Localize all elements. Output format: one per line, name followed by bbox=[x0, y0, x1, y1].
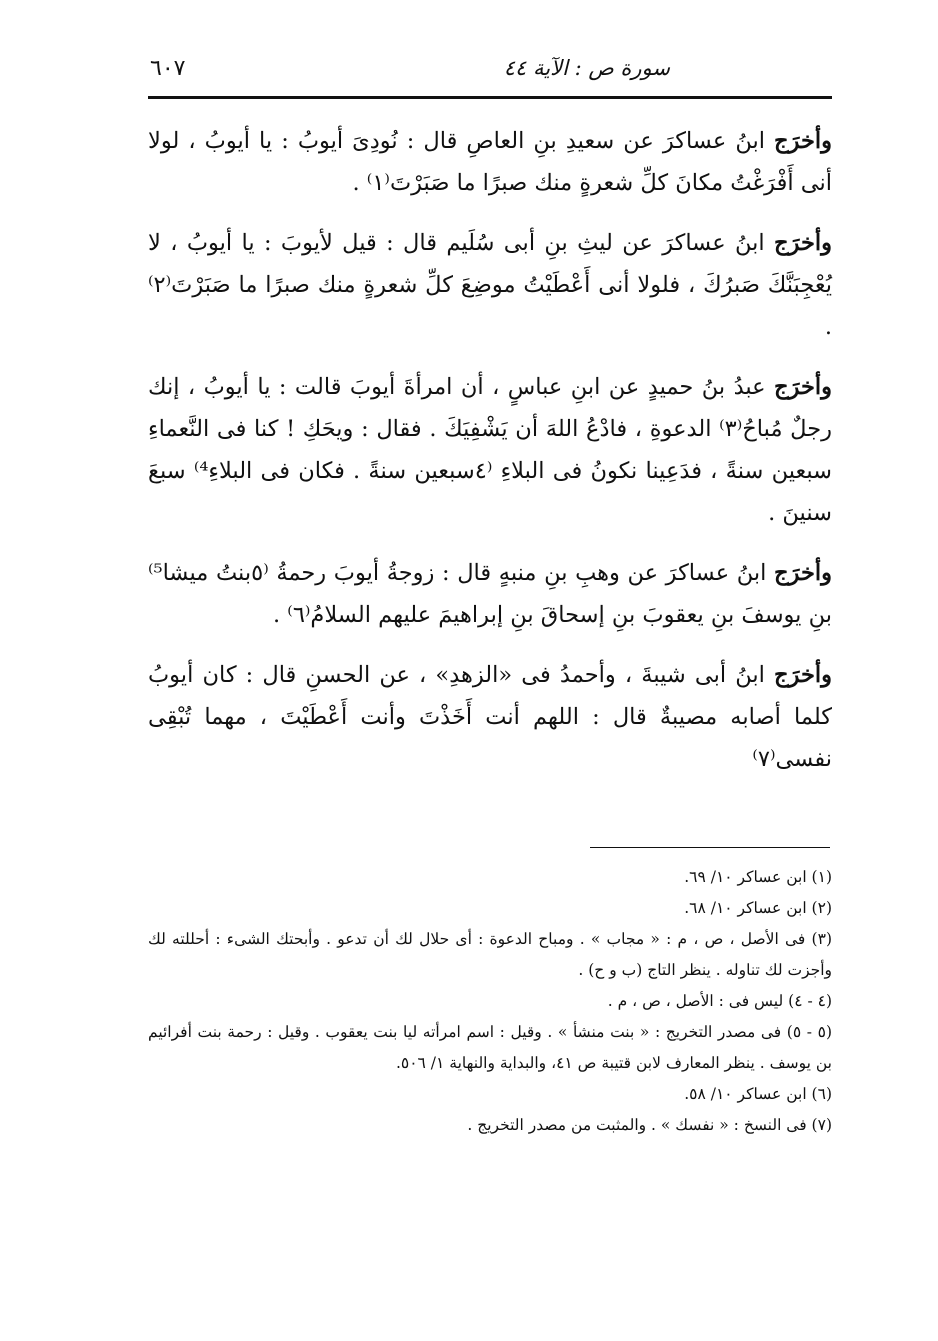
paragraph-text: ابنُ عساكرَ عن سعيدِ بنِ العاصِ قال : نُودِىَ أيوبُ : يا أيوبُ ، لولا أنى أَفْرَغْتُ مكانَ كلِّ شعرةٍ منك صبرًا ما صَبَرْتَ⁽١⁾ . bbox=[148, 128, 832, 196]
footnote: (٢) ابن عساكر ١٠/ ٦٨. bbox=[684, 899, 832, 917]
paragraph-text: ابنُ عساكرَ عن وهبِ بنِ منبهٍ قال : زوجةُ أيوبَ رحمةُ ⁽٥بنتُ ميشا⁵⁾ بنِ يوسفَ بنِ يعقوبَ بنِ إسحاقَ بنِ إبراهيمَ عليهم السلامُ⁽٦⁾ . bbox=[148, 560, 832, 628]
paragraph-lead: وأخرَج bbox=[774, 128, 832, 154]
paragraph-lead: وأخرَج bbox=[774, 560, 832, 586]
paragraph-lead: وأخرَج bbox=[774, 230, 832, 256]
paragraph bbox=[148, 552, 832, 636]
paragraph-lead: وأخرَج bbox=[774, 662, 832, 688]
header-title: سورة ص : الآية ٤٤ bbox=[503, 56, 670, 80]
footnote: (٦) ابن عساكر ١٠/ ٥٨. bbox=[684, 1085, 832, 1103]
paragraph bbox=[148, 366, 832, 534]
footnote: (٥ - ٥) فى مصدر التخريج : « بنت منشأ » . وقيل : اسم امرأته ليا بنت يعقوب . وقيل : رحمة بنت أفرائيم بن يوسف . ينظر المعارف لابن قتيبة ص ٤١، والبداية والنهاية ١/ ٥٠٦. bbox=[148, 1023, 832, 1072]
footnote: (٤ - ٤) ليس فى : الأصل ، ص ، م . bbox=[607, 992, 832, 1010]
footnote: (١) ابن عساكر ١٠/ ٦٩. bbox=[684, 868, 832, 886]
footnote-separator bbox=[590, 847, 830, 848]
main-text bbox=[148, 120, 832, 798]
header-rule bbox=[148, 96, 832, 99]
page-number: ٦٠٧ bbox=[150, 56, 186, 81]
footnote: (٧) فى النسخ : « نفسك » . والمثبت من مصدر التخريج . bbox=[467, 1116, 832, 1134]
paragraph bbox=[148, 120, 832, 204]
paragraph bbox=[148, 654, 832, 780]
paragraph-lead: وأخرَج bbox=[774, 374, 832, 400]
paragraph-text: ابنُ عساكرَ عن ليثِ بنِ أبى سُلَيم قال : قيل لأيوبَ : يا أيوبُ ، لا يُعْجِبَنَّكَ صَبرُكَ ، فلولا أنى أَعْطَيْتُ موضِعَ كلِّ شعرةٍ منك صبرًا ما صَبَرْتَ⁽٢⁾ . bbox=[148, 230, 832, 340]
running-header bbox=[150, 50, 830, 90]
paragraph bbox=[148, 222, 832, 348]
paragraph-text: ابنُ أبى شيبةَ ، وأحمدُ فى «الزهدِ» ، عن الحسنِ قال : كان أيوبُ كلما أصابه مصيبةٌ قال : اللهم أنت أَخَذْتَ وأنت أَعْطَيْتَ ، مهما تُبْقِى نفسى⁽٧⁾ bbox=[148, 662, 832, 772]
footnote: (٣) فى الأصل ، ص ، م : « مجاب » . ومباح الدعوة : أى حلال لك أن تدعو . وأبحتك الشىء : أحللته لك وأجزت لك تناوله . ينظر التاج (ب و ح) . bbox=[148, 930, 832, 979]
footnotes bbox=[148, 862, 832, 1141]
paragraph-text: عبدُ بنُ حميدٍ عن ابنِ عباسٍ ، أن امرأةَ أيوبَ قالت : يا أيوبُ ، إنك رجلٌ مُباحُ⁽٣⁾ الدعوةِ ، فادْعُ اللهَ أن يَشْفِيَكَ . فقال : ويحَكِ ! كنا فى النَّعماءِ سبعين سنةً ، فدَعِينا نكونُ فى البلاءِ ⁽٤سبعين سنةً . فكان فى البلاءِ⁴⁾ سبعَ سنينَ . bbox=[148, 374, 832, 526]
